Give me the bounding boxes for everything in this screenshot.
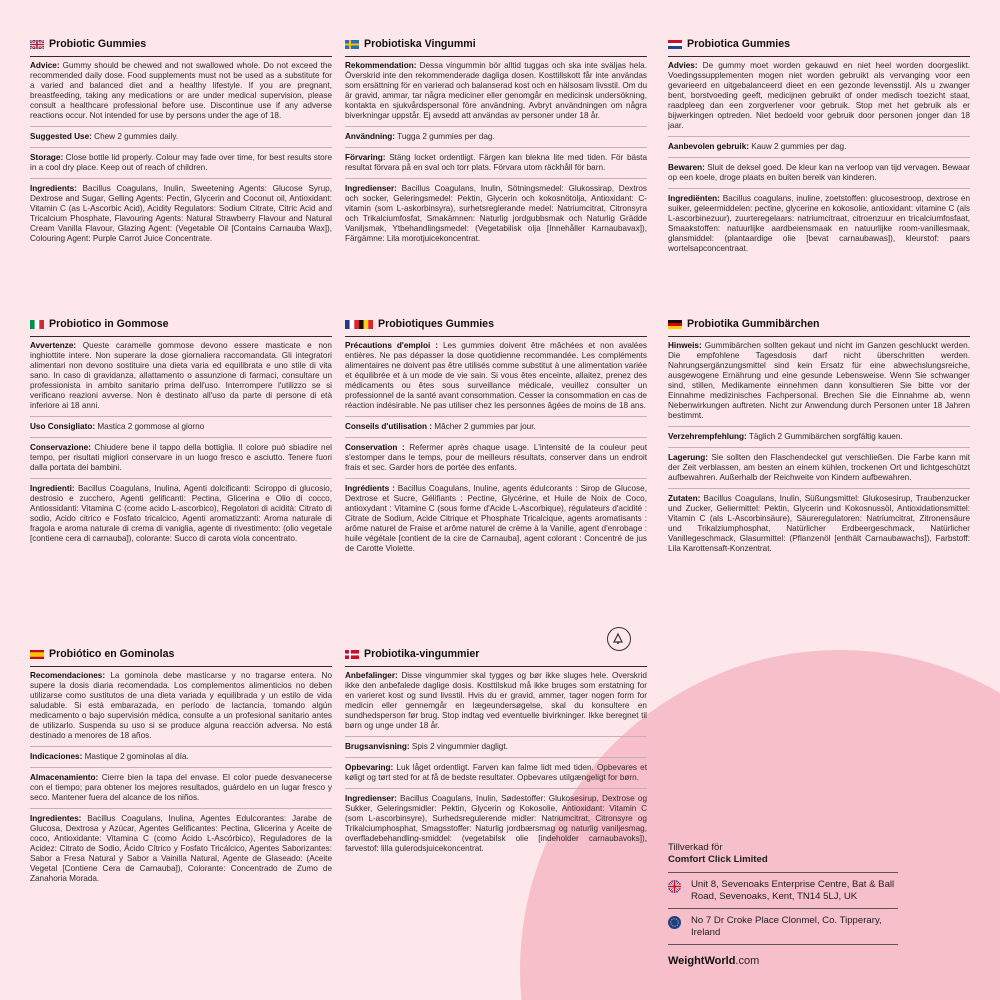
info-block [668, 341, 970, 421]
block-text: Refermer après chaque usage. L'intensité de la couleur peut s'estomper dans le temps, pour de meilleurs résultats, conserver dans un endroit frais et sec. Garder hors de portée des enfants. [345, 442, 647, 472]
title-divider [345, 56, 647, 57]
info-block [30, 184, 332, 244]
info-block [345, 484, 647, 554]
eu-address: No 7 Dr Croke Place Clonmel, Co. Tipperary, Ireland [691, 914, 882, 938]
block-text: Sluit de deksel goed. De kleur kan na verloop van tijd vervagen. Bewaar op een koele, droge plaats en buiten bereik van kinderen. [668, 162, 970, 182]
block-divider [30, 416, 332, 417]
block-label: Brugsanvisning: [345, 741, 410, 751]
block-text: Mâcher 2 gummies par jour. [432, 421, 536, 431]
block-label: Almacenamiento: [30, 772, 99, 782]
block-label: Suggested Use: [30, 131, 92, 141]
info-block [345, 794, 647, 854]
block-divider [30, 437, 332, 438]
block-label: Verzehrempfehlung: [668, 431, 747, 441]
block-divider [345, 416, 647, 417]
block-label: Opbevaring: [345, 762, 394, 772]
block-text: Stäng locket ordentligt. Färgen kan blekna lite med tiden. För bästa resultat förvara på en sval och torr plats. Förvara utom räckhåll för barn. [345, 152, 647, 172]
block-label: Ingredients: [30, 183, 77, 193]
info-block [30, 61, 332, 121]
france-belgium-flags-icon [345, 320, 373, 329]
title-divider [668, 336, 970, 337]
block-label: Rekommendation: [345, 60, 417, 70]
block-divider [30, 746, 332, 747]
info-block [30, 341, 332, 411]
block-text: Mastica 2 gommose al giorno [95, 421, 205, 431]
block-label: Anbefalinger: [345, 670, 398, 680]
brand-rest: .com [735, 954, 760, 967]
section-title: Probiotika Gummibärchen [687, 318, 820, 330]
spain-flag-icon [30, 650, 44, 659]
block-text: Luk låget ordentligt. Farven kan falme lidt med tiden. Opbevares et køligt og tørt sted for at få de bedste resultater. Opbevares utilgængeligt for børn. [345, 762, 647, 782]
germany-flag-icon [668, 320, 682, 329]
info-block [345, 763, 647, 783]
section-title: Probiotic Gummies [49, 38, 147, 50]
section-header [668, 38, 970, 51]
block-text: Bacillus Coagulans, Inulin, Süßungsmittel: Glukosesirup, Traubenzucker und Zucker, Geliermittel: Pektin, Glycerin und Kokosnussöl, Antioxidationsmittel: Vitamin C (als L-Ascorbinsäure), Säureregulatoren: Natriumcitrat, Zitronensäure und Trikalziumphosphat, Natürlicher Erdbeergeschmack, Natürlicher Vanillegeschmack, Glasurmittel: (Pflanzenöl [enthält Carnaubawachs]), Farbstoff: Lila Karottensaft-Konzentrat. [668, 493, 970, 553]
block-text: Bacillus Coagulans, Inulina, Agenti dolcificanti: Sciroppo di glucosio, destrosio e zucchero, Agenti gelificanti: Pectina, Glicerina e Olio di cocco, Antiossidanti: Vitamina C (come acido L-ascorbico), Regolatori di acidità: Citrato di sodio, Acido citrico e Fosfato tricalcico, Agenti aromatizzanti: Aroma naturale di fragola e aroma naturale di crema di vaniglia, agente di rivestimento: (olio vegetale [contiene cera di carnauba]), colorante: Succo di carota viola concentrato. [30, 483, 332, 543]
eu-flag-icon [668, 916, 681, 929]
block-text: Les gummies doivent être mâchées et non avalées entières. Ne pas dépasser la dose quotidienne recommandée. Les compléments alimentaires ne doivent pas être utilisés comme substitut à une alimentation variée et équilibrée et à un mode de vie sain. Si vous êtes enceinte, allaitez, prenez des médicaments ou êtes sous surveillance médicale, veuillez consulter un professionnel de la santé avant consommation. Cesser la consommation en cas de réaction indésirable. Ne pas utiliser chez les personnes âgées de moins de 18 ans. [345, 340, 647, 410]
block-text: De gummy moet worden gekauwd en niet heel worden doorgeslikt. Voedingssupplementen mogen niet worden gebruikt als vervanging voor een gevarieerd en uitgebalanceerd dieet en een gezonde levensstijl. Als u zwanger bent, borstvoeding geeft, medicijnen gebruikt of onder medisch toezicht staat, raadpleeg dan een zorgverlener voor gebruik. Stop met het gebruik als er bijwerkingen optreden. Niet bedoeld voor gebruik door personen jonger dan 18 jaar. [668, 60, 970, 130]
block-text: Bacillus coagulans, inuline, zoetstoffen: glucosestroop, dextrose en suiker, geleermiddelen: pectine, glycerine en kokosolie, antioxidant: vitamine C (als L-ascorbinezuur), zuurteregelaars: natriumcitraat, citroenzuur en tricalciumfosfaat, Smaakstoffen: natuurlijke aardbeiensmaak en natuurlijke room-vanillesmaak, glansmiddel: (plantaardige olie [bevat carnaubawas]), kleurstof: paars wortelsapconcentraat. [668, 193, 970, 253]
info-block [30, 422, 332, 432]
block-divider [30, 147, 332, 148]
recycle-icon [607, 627, 631, 651]
section-header [30, 648, 332, 661]
block-divider [345, 437, 647, 438]
block-divider [668, 157, 970, 158]
block-text: La gominola debe masticarse y no tragarse entera. No supere la dosis diaria recomendada. Los complementos alimenticios no deben utilizarse como sustitutos de una dieta variada y equilibrada y un estilo de vida saludable. Si está embarazada, en período de lactancia, tomando algún medicamento o bajo supervisión médica, consulte a un profesional sanitario antes de utilizarlo. Suspenda su uso si se produce alguna reacción adversa. No está destinado a menores de 18 años. [30, 670, 332, 740]
block-label: Recomendaciones: [30, 670, 106, 680]
title-divider [30, 666, 332, 667]
uk-flag-icon [30, 40, 44, 49]
block-label: Avvertenze: [30, 340, 77, 350]
info-block [30, 132, 332, 142]
block-label: Advies: [668, 60, 698, 70]
section-de [668, 318, 970, 559]
uk-flag-icon [668, 880, 681, 893]
block-divider [668, 426, 970, 427]
block-label: Storage: [30, 152, 64, 162]
section-da [345, 648, 647, 859]
info-block [668, 453, 970, 483]
info-block [668, 494, 970, 554]
block-label: Lagerung: [668, 452, 709, 462]
info-block [345, 341, 647, 411]
section-es [30, 648, 332, 889]
info-block [30, 773, 332, 803]
info-block [345, 443, 647, 473]
section-it [30, 318, 332, 549]
block-label: Conservazione: [30, 442, 91, 452]
brand-bold: WeightWorld [668, 954, 736, 967]
block-label: Zutaten: [668, 493, 701, 503]
info-block [668, 61, 970, 131]
block-text: Bacillus Coagulans, Inuline, agents édulcorants : Sirop de Glucose, Dextrose et Sucre, Gélifiants : Pectine, Glycérine, et Huile de Noix de Coco, antioxydant : Vitamine C (sous forme d'Acide L-Ascorbique), régulateurs d'acidité : Citrate de Sodium, Acide Citrique et Phosphate Tricalcique, agents aromatisants : arôme naturel de Fraise et arôme naturel de crème à la Vanille, agent d'enrobage : huile végétale [contient de la cire de Carnauba], agent colorant : Concentré de jus de Carotte Violette. [345, 483, 647, 553]
block-divider [345, 147, 647, 148]
title-divider [345, 336, 647, 337]
section-title: Probiotika-vingummier [364, 648, 480, 660]
block-text: Gummy should be chewed and not swallowed whole. Do not exceed the recommended daily dose. Food supplements must not be used as a substitute for a varied and balanced diet and a healthy lifestyle. If you are pregnant, breastfeeding, taking any medications or are under medical supervision, please consult a healthcare professional before use. Discontinue use if any adverse reactions occur. Not intended for use by persons under the age of 18. [30, 60, 332, 120]
block-label: Ingredienser: [345, 183, 397, 193]
company-name: Comfort Click Limited [668, 853, 768, 865]
block-divider [345, 736, 647, 737]
block-divider [668, 447, 970, 448]
block-divider [30, 126, 332, 127]
info-block [345, 422, 647, 432]
block-divider [668, 188, 970, 189]
block-text: Disse vingummier skal tygges og bør ikke sluges hele. Overskrid ikke den anbefalede daglige dosis. Kosttilskud må ikke bruges som erstatning for en varieret kost og sund livsstil. Hvis du er gravid, ammer, tager nogen form for medicin eller gennemgår en lægeundersøgelse, skal du konsultere en sundhedsperson før brug. Stop indtag ved eventuelle bivirkninger. Ikke beregnet til børn og unge under 18 år. [345, 670, 647, 730]
block-text: Bacillus Coagulans, Inulin, Sweetening Agents: Glucose Syrup, Dextrose and Sugar, Gelling Agents: Pectin, Glycerin and Coconut oil, Antioxidant: Vitamin C (as L-Ascorbic Acid), Acidity Regulators: Sodium Citrate, Citric Acid and Tricalcium Phosphate, Flavouring Agents: Natural Strawberry Flavour and Natural Cream Vanilla Flavour, Glazing Agent: (Vegetable Oil [Contains Carnauba Wax]), Colouring Agent: Purple Carrot Juice Concentrate. [30, 183, 332, 243]
section-title: Probiótico en Gominolas [49, 648, 175, 660]
sweden-flag-icon [345, 40, 359, 49]
info-block [30, 484, 332, 544]
block-text: Mastique 2 gominolas al día. [82, 751, 189, 761]
company-info [668, 842, 898, 969]
section-header [30, 318, 332, 331]
block-label: Conseils d'utilisation : [345, 421, 433, 431]
info-block [30, 153, 332, 173]
block-label: Ingredienser: [345, 793, 397, 803]
block-text: Cierre bien la tapa del envase. El color puede desvanecerse con el tiempo; para obtener los mejores resultados, guárdelo en un lugar fresco y seco. Mantener fuera del alcance de los niños. [30, 772, 332, 802]
info-block [30, 443, 332, 473]
block-label: Conservation : [345, 442, 405, 452]
section-header [30, 38, 332, 51]
block-text: Kauw 2 gummies per dag. [748, 141, 847, 151]
section-header [345, 318, 647, 331]
block-divider [30, 478, 332, 479]
block-divider [668, 136, 970, 137]
info-block [668, 432, 970, 442]
block-divider [345, 757, 647, 758]
info-block [345, 671, 647, 731]
block-divider [345, 478, 647, 479]
block-text: Dessa vingummin bör alltid tuggas och ska inte sväljas hela. Överskrid inte den rekommenderade dagliga dosen. Kosttillskott får inte användas som ersättning för en varierad och balanserad kost och en hälsosam livsstil. Om du är gravid, ammar, tar några mediciner eller genomgår en medicinsk undersökning, kontakta en sjukvårdspersonal före användning. Avbryt användningen om några biverkningar uppstår. Ej avsedd att användas av personer under 18 år. [345, 60, 647, 120]
block-label: Précautions d'emploi : [345, 340, 438, 350]
block-divider [30, 178, 332, 179]
block-divider [668, 488, 970, 489]
block-text: Chiudere bene il tappo della bottiglia. Il colore può sbiadire nel tempo, per risultati migliori conservare in un luogo fresco e asciutto. Tenere fuori dalla portata dei bambini. [30, 442, 332, 472]
block-text: Bacillus Coagulans, Inulina, Agentes Edulcorantes: Jarabe de Glucosa, Dextrosa y Azúcar, Agentes Gelificantes: Pectina, Glicerina y Aceite de coco, Antioxidante: Vitamina C (como Ácido L-Ascórbico), Reguladores de la Acidez: Citrato de Sodio, Ácido Cítrico y Fosfato Tricálcico, Agentes Saborizantes: Sabor a Fresa Natural y Sabor a Vainilla Natural, Agente de Glaseado: (Aceite Vegetal [Contiene Cera de Carnauba]), Colorante: Concentrado de Zumo de Zanahoria Morada. [30, 813, 332, 883]
block-text: Close bottle lid properly. Colour may fade over time, for best results store in a cool dry place. Keep out of reach of children. [30, 152, 332, 172]
block-divider [345, 178, 647, 179]
block-label: Bewaren: [668, 162, 705, 172]
section-title: Probiotica Gummies [687, 38, 791, 50]
block-label: Ingredienti: [30, 483, 75, 493]
section-header [345, 38, 647, 51]
info-block [668, 142, 970, 152]
block-label: Hinweis: [668, 340, 702, 350]
block-label: Ingredientes: [30, 813, 82, 823]
info-block [345, 184, 647, 244]
section-title: Probiotiques Gummies [378, 318, 494, 330]
block-label: Advice: [30, 60, 60, 70]
block-divider [30, 808, 332, 809]
section-en [30, 38, 332, 249]
block-text: Täglich 2 Gummibärchen sorgfältig kauen. [746, 431, 903, 441]
block-label: Ingrédients : [345, 483, 395, 493]
info-block [30, 671, 332, 741]
title-divider [30, 56, 332, 57]
made-for-label: Tillverkad för [668, 842, 723, 853]
block-divider [345, 126, 647, 127]
info-block [345, 742, 647, 752]
block-text: Queste caramelle gommose devono essere masticate e non inghiottite intere. Non superare la dose giornaliera raccomandata. Gli integratori alimentari non devono sostituire una dieta varia ed equilibrata e uno stile di vita sano. In caso di gravidanza, allattamento o assunzione di farmaci, consultare un professionista in ambito sanitario prima dell'uso. Interrompere l'utilizzo se si verificano reazioni avverse. Non è destinato all'uso da parte di persone di età inferiore ai 18 anni. [30, 340, 332, 410]
title-divider [30, 336, 332, 337]
block-text: Chew 2 gummies daily. [91, 131, 179, 141]
block-text: Tugga 2 gummies per dag. [395, 131, 495, 141]
section-title: Probiotico in Gommose [49, 318, 169, 330]
section-nl [668, 38, 970, 259]
block-label: Förvaring: [345, 152, 386, 162]
info-block [668, 194, 970, 254]
info-block [668, 163, 970, 183]
info-block [345, 132, 647, 142]
block-divider [345, 788, 647, 789]
info-block [30, 752, 332, 762]
uk-address: Unit 8, Sevenoaks Enterprise Centre, Bat & Ball Road, Sevenoaks, Kent, TN14 5LJ, UK [691, 878, 895, 902]
section-fr [345, 318, 647, 559]
block-text: Bacillus Coagulans, Inulin, Sødestoffer: Glukosesirup, Dextrose og Sukker, Geleringsmidler: Pektin, Glycerin og Kokosolie, Antioxidant: Vitamin C (som L-ascorbinsyre), Surhedsregulerende midler: Natriumcitrat, Citronsyre og Trikalciumphosphat, Smagsstoffer: Naturlig jordbærsmag og naturlig vaniljesmag, overfladebehandling-smiddel: (vegetabilsk olie [indeholder carnaubavoks]), farvestof: lilla gulerodsjuicekoncentrat. [345, 793, 647, 853]
block-label: Aanbevolen gebruik: [668, 141, 749, 151]
italy-flag-icon [30, 320, 44, 329]
section-header [345, 648, 647, 661]
block-label: Uso Consigliato: [30, 421, 96, 431]
title-divider [668, 56, 970, 57]
block-label: Ingrediënten: [668, 193, 720, 203]
section-sv [345, 38, 647, 249]
block-divider [30, 767, 332, 768]
block-label: Indicaciones: [30, 751, 83, 761]
title-divider [345, 666, 647, 667]
denmark-flag-icon [345, 650, 359, 659]
info-block [30, 814, 332, 884]
netherlands-flag-icon [668, 40, 682, 49]
block-label: Användning: [345, 131, 396, 141]
info-block [345, 153, 647, 173]
block-text: Sie sollten den Flaschendeckel gut verschließen. Die Farbe kann mit der Zeit verblassen, am besten an einem kühlen, trockenen Ort und lichtgeschützt aufbewahren. Außerhalb der Reichweite von Kindern aufbewahren. [668, 452, 970, 482]
block-text: Gummibärchen sollten gekaut und nicht im Ganzen geschluckt werden. Die empfohlene Tagesdosis darf nicht überschritten werden. Nahrungsergänzungsmittel sind kein Ersatz für eine abwechslungsreiche, ausgewogene Ernährung und eine gesunde Lebensweise. Wenn Sie schwanger sind, stillen, Medikamente einnehmen dann konsultieren Sie bitte vor der Einnahme medizinisches Fachpersonal. Brechen Sie die Einnahme ab, wenn Nebenwirkungen auftreten. Nicht zur Anwendung durch Personen unter 18 Jahren bestimmt. [668, 340, 970, 420]
brand-logo [668, 955, 898, 969]
section-title: Probiotiska Vingummi [364, 38, 476, 50]
section-header [668, 318, 970, 331]
block-text: Spis 2 vingummier dagligt. [409, 741, 508, 751]
info-block [345, 61, 647, 121]
block-text: Bacillus Coagulans, Inulin, Sötningsmedel: Glukossirap, Dextros och socker, Geleringsmedel: Pektin, Glycerin och kokosnötolja, Antioxidant: C-vitamin (som L-askorbinsyra), surhetsreglerande medel: Natriumcitrat, Citronsyra och Trikalciumfosfat, Smakämnen: Naturlig jordgubbsmak och Naturlig Grädde Vaniljsmak, Ytbehandlingsmedel: (Vegetabilisk olja [Innehåller Karnaubavax]), Färgämne: Lila morotjuicekoncentrat. [345, 183, 647, 243]
